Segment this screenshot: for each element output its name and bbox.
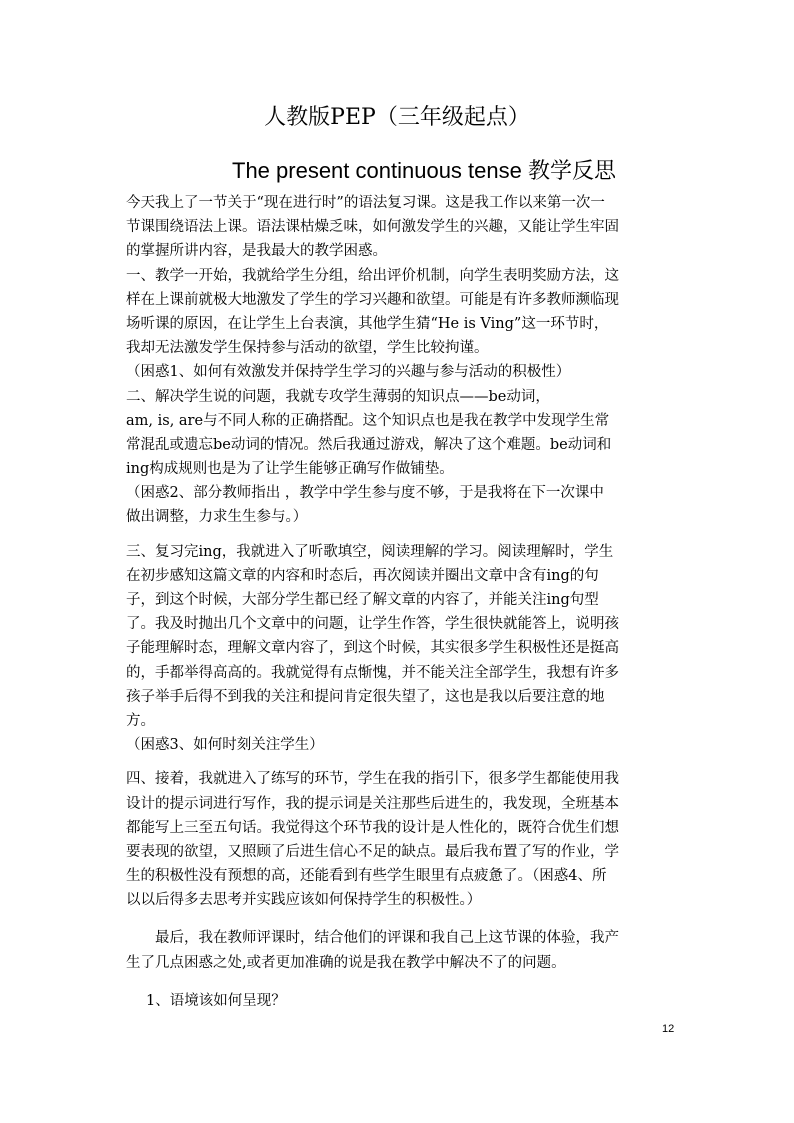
document-body bbox=[126, 191, 646, 1013]
text-line: 场听课的原因，在让学生上台表演，其他学生猜“He is Ving”这一环节时， bbox=[126, 315, 609, 332]
text-line: 我却无法激发学生保持参与活动的欲望，学生比较拘谨。 bbox=[126, 340, 489, 357]
text-line: （困惑1、如何有效激发并保持学生学习的兴趣与参与活动的积极性） bbox=[126, 364, 571, 381]
text-line: 常混乱或遗忘be动词的情况。然后我通过游戏，解决了这个难题。be动词和 bbox=[126, 436, 612, 453]
text-line: 要表现的欲望，又照顾了后进生信心不足的缺点。最后我布置了写的作业，学 bbox=[126, 843, 619, 860]
text-line: am, is, are与不同人称的正确搭配。这个知识点也是我在教学中发现学生常 bbox=[126, 412, 610, 429]
text-line: 子，到这个时候，大部分学生都已经了解文章的内容了，并能关注ing句型 bbox=[126, 592, 599, 608]
text-line: 子能理解时态，理解文章内容了，到这个时候，其实很多学生积极性还是挺高 bbox=[126, 640, 619, 657]
text-line: 最后，我在教师评课时，结合他们的评课和我自己上这节课的体验，我产 bbox=[155, 930, 619, 947]
text-line: 在初步感知这篇文章的内容和时态后，再次阅读并圈出文章中含有ing的句 bbox=[126, 567, 599, 584]
text-line: 设计的提示词进行写作，我的提示词是关注那些后进生的，我发现，全班基本 bbox=[126, 795, 619, 812]
text-line: 节课围绕语法上课。语法课枯燥乏味，如何激发学生的兴趣，又能让学生牢固 bbox=[126, 219, 619, 236]
text-line: 二、解决学生说的问题，我就专攻学生薄弱的知识点——be动词， bbox=[126, 388, 550, 405]
page-number: 12 bbox=[662, 1023, 675, 1035]
text-line: 做出调整，力求生生参与。） bbox=[126, 509, 308, 526]
text-line: 一、教学一开始，我就给学生分组，给出评价机制，向学生表明奖励方法，这 bbox=[126, 267, 619, 284]
text-line: 三、复习完ing，我就进入了听歌填空，阅读理解的学习。阅读理解时，学生 bbox=[126, 543, 614, 560]
paragraph-section-1 bbox=[126, 264, 646, 361]
text-line: 今天我上了一节关于“现在进行时”的语法复习课。这是我工作以来第一次一 bbox=[126, 195, 605, 211]
text-line: （困惑2、部分教师指出 ，教学中学生参与度不够，于是我将在下一次课中 bbox=[126, 485, 604, 502]
text-line: 的掌握所讲内容，是我最大的教学困惑。 bbox=[126, 243, 387, 260]
paragraph-intro bbox=[126, 191, 646, 264]
paragraph-section-3 bbox=[126, 540, 646, 734]
text-line: 孩子举手后得不到我的关注和提问肯定很失望了，这也是我以后要注意的地 bbox=[126, 688, 605, 705]
paragraph-question-1 bbox=[126, 989, 646, 1013]
paragraph-puzzle-1 bbox=[126, 360, 646, 384]
document-title: 人教版PEP（三年级起点） bbox=[264, 105, 530, 130]
text-line: 的，手都举得高高的。我就觉得有点惭愧，并不能关注全部学生，我想有许多 bbox=[126, 664, 619, 681]
paragraph-section-4 bbox=[126, 767, 646, 912]
paragraph-puzzle-2 bbox=[126, 481, 646, 529]
text-line: （困惑3、如何时刻关注学生） bbox=[126, 737, 324, 754]
text-line: 生的积极性没有预想的高，还能看到有些学生眼里有点疲惫了。（困惑4、所 bbox=[126, 868, 607, 885]
paragraph-puzzle-3 bbox=[126, 733, 646, 757]
text-line: 1、语境该如何呈现？ bbox=[146, 992, 286, 1009]
paragraph-section-2 bbox=[126, 385, 646, 482]
text-line: 了。我及时抛出几个文章中的问题，让学生作答，学生很快就能答上，说明孩 bbox=[126, 616, 619, 633]
document-subtitle: The present continuous tense 教学反思 bbox=[232, 158, 616, 183]
paragraph-conclusion bbox=[126, 926, 646, 974]
text-line: 都能写上三至五句话。我觉得这个环节我的设计是人性化的，既符合优生们想 bbox=[126, 819, 619, 836]
text-line: 生了几点困惑之处,或者更加准确的说是我在教学中解决不了的问题。 bbox=[126, 954, 566, 971]
text-line: ing构成规则也是为了让学生能够正确写作做铺垫。 bbox=[126, 461, 454, 478]
text-line: 样在上课前就极大地激发了学生的学习兴趣和欲望。可能是有许多教师濒临现 bbox=[126, 291, 619, 308]
text-line: 方。 bbox=[126, 712, 155, 729]
text-line: 四、接着，我就进入了练写的环节，学生在我的指引下，很多学生都能使用我 bbox=[126, 771, 619, 788]
text-line: 以以后得多去思考并实践应该如何保持学生的积极性。） bbox=[126, 892, 482, 909]
